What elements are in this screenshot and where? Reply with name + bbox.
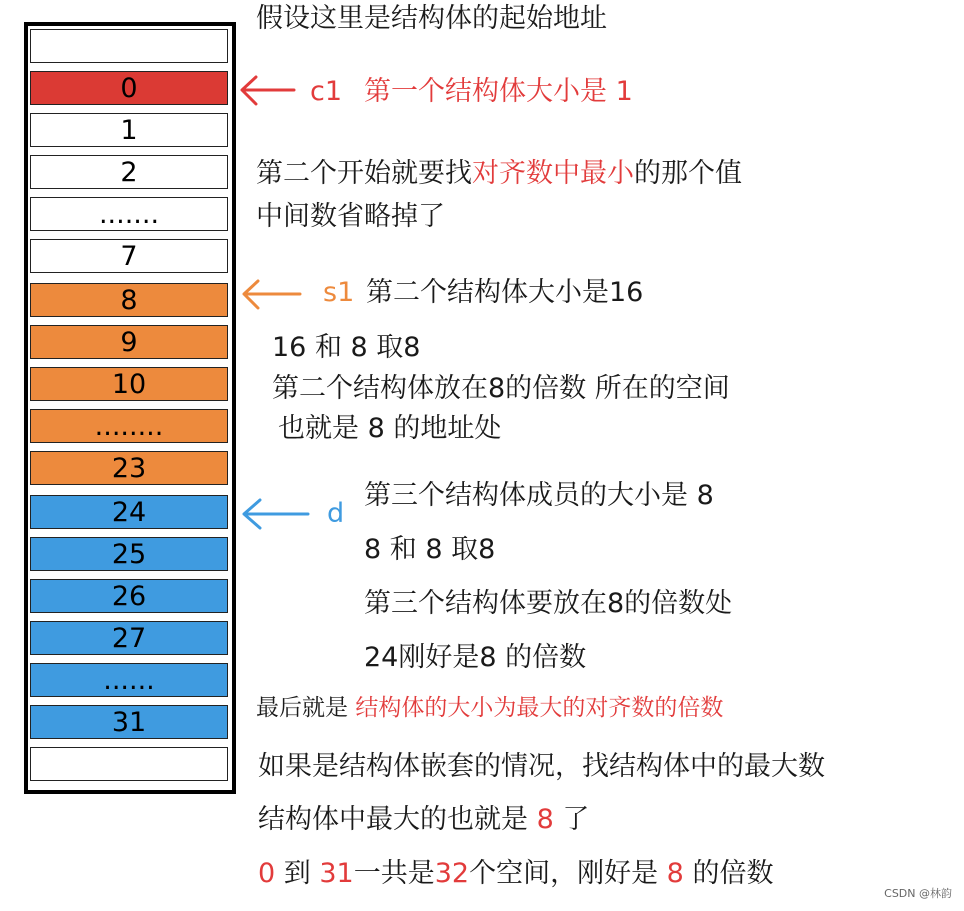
range-total: 一共是 bbox=[353, 858, 435, 889]
final-rule-note bbox=[256, 697, 723, 720]
middle-omitted-note: 中间数省略掉了 bbox=[256, 201, 445, 232]
start-address-note: 假设这里是结构体的起始地址 bbox=[256, 3, 607, 34]
c1-label: c1 bbox=[310, 76, 343, 107]
d-label: d bbox=[327, 498, 345, 529]
final-rule-prefix: 最后就是 bbox=[256, 695, 356, 721]
memory-cell-25: 25 bbox=[30, 537, 228, 571]
s1-size-note: 第二个结构体大小是16 bbox=[366, 277, 644, 308]
memory-cell-8: 8 bbox=[30, 283, 228, 317]
memory-cell-24: 24 bbox=[30, 495, 228, 529]
memory-cell-10: 10 bbox=[30, 367, 228, 401]
range-end-value: 31 bbox=[319, 858, 354, 889]
memory-cell-2: 2 bbox=[30, 155, 228, 189]
memory-cell-ellipsis-3: ...... bbox=[30, 663, 228, 697]
memory-cell-9: 9 bbox=[30, 325, 228, 359]
s1-take-note: 16 和 8 取8 bbox=[272, 332, 421, 363]
d-arrow-icon bbox=[240, 497, 312, 531]
s1-label: s1 bbox=[323, 277, 355, 308]
range-end: 的倍数 bbox=[683, 858, 774, 889]
range-to: 到 bbox=[275, 858, 320, 889]
max-part1: 结构体中最大的也就是 bbox=[258, 804, 537, 835]
c1-arrow-icon bbox=[238, 74, 298, 108]
range-count: 32 bbox=[434, 858, 470, 889]
memory-cell-ellipsis-2: ........ bbox=[30, 409, 228, 443]
watermark: CSDN @林韵 bbox=[884, 887, 952, 900]
second-start-highlight: 对齐数中最小 bbox=[472, 158, 634, 189]
range-note bbox=[258, 860, 773, 887]
memory-cell-0: 0 bbox=[30, 71, 228, 105]
c1-size-note: 第一个结构体大小是 1 bbox=[364, 76, 633, 107]
memory-cell-1: 1 bbox=[30, 113, 228, 147]
second-start-part1: 第二个开始就要找 bbox=[256, 158, 472, 189]
d-24-note: 24刚好是8 的倍数 bbox=[364, 642, 587, 673]
memory-cell-31: 31 bbox=[30, 705, 228, 739]
max-value: 8 bbox=[536, 804, 554, 835]
s1-place-note: 第二个结构体放在8的倍数 所在的空间 bbox=[272, 373, 730, 404]
memory-cell-ellipsis-1: ....... bbox=[30, 197, 228, 231]
d-take-note: 8 和 8 取8 bbox=[364, 534, 496, 565]
range-start: 0 bbox=[258, 858, 276, 889]
memory-cell-26: 26 bbox=[30, 579, 228, 613]
nested-note: 如果是结构体嵌套的情况，找结构体中的最大数 bbox=[258, 751, 825, 782]
d-size-note: 第三个结构体成员的大小是 8 bbox=[364, 480, 714, 511]
d-place-note: 第三个结构体要放在8的倍数处 bbox=[364, 588, 733, 619]
memory-cell-7: 7 bbox=[30, 239, 228, 273]
s1-arrow-icon bbox=[240, 278, 304, 312]
memory-cell-start bbox=[30, 29, 228, 63]
final-rule-highlight: 结构体的大小为最大的对齐数的倍数 bbox=[355, 695, 724, 721]
range-space: 个空间，刚好是 bbox=[469, 858, 667, 889]
memory-cell-27: 27 bbox=[30, 621, 228, 655]
max-note bbox=[258, 806, 589, 833]
max-part2: 了 bbox=[553, 804, 590, 835]
memory-cell-23: 23 bbox=[30, 451, 228, 485]
memory-cell-end bbox=[30, 747, 228, 781]
second-start-note bbox=[256, 160, 742, 187]
second-start-part3: 的那个值 bbox=[634, 158, 742, 189]
range-multiple: 8 bbox=[666, 858, 684, 889]
s1-address-note: 也就是 8 的地址处 bbox=[278, 413, 502, 444]
